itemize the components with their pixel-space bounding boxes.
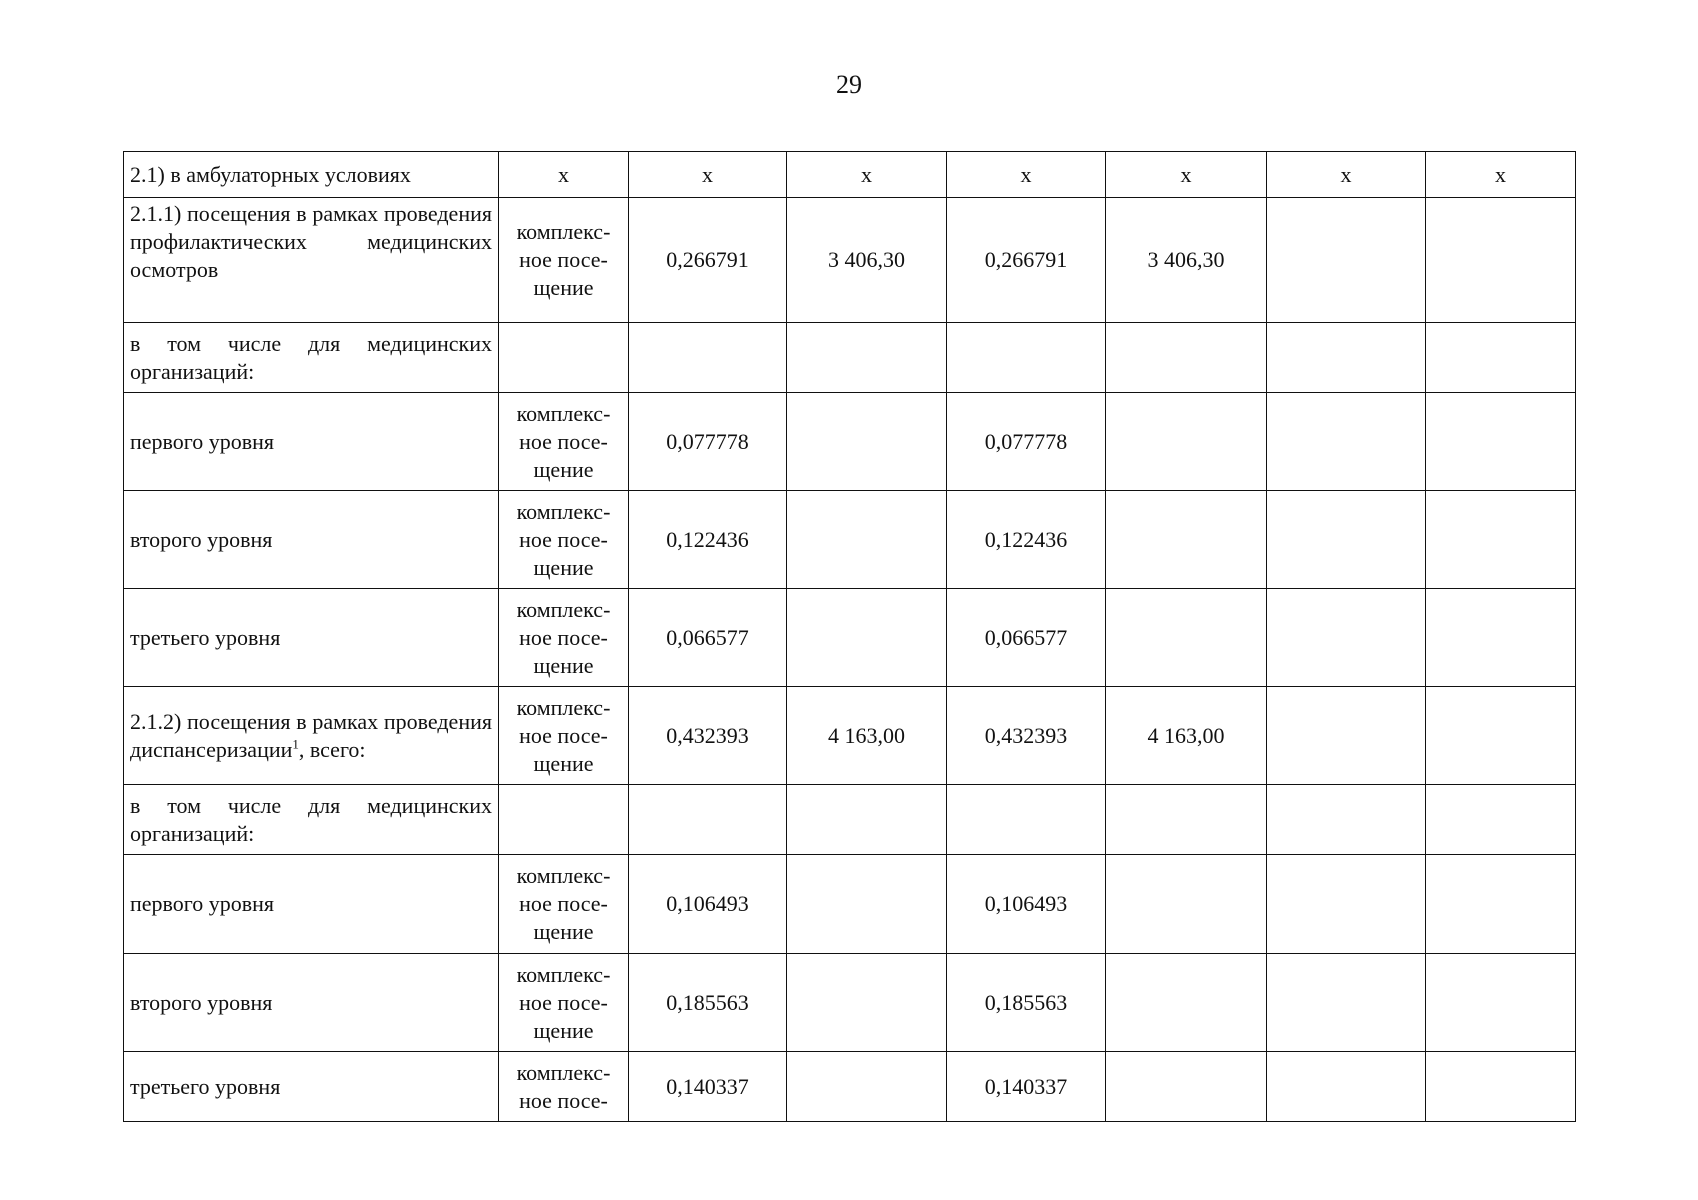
value-cell: 0,140337 <box>947 1052 1106 1122</box>
row-name-cell: 2.1.1) посещения в рамках проведения профилактических медицинских осмотров <box>124 198 499 323</box>
row-name-cell: в том числе для медицинских организаций: <box>124 323 499 393</box>
value-cell: 0,106493 <box>629 855 787 954</box>
table-row <box>124 589 1576 687</box>
value-cell <box>787 393 947 491</box>
value-cell <box>1426 491 1576 589</box>
value-cell <box>787 1052 947 1122</box>
value-cell <box>1267 785 1426 855</box>
value-cell <box>1106 855 1267 954</box>
value-cell <box>1426 323 1576 393</box>
data-table <box>123 151 1576 1122</box>
value-cell: 0,185563 <box>947 954 1106 1052</box>
value-cell: 3 406,30 <box>787 198 947 323</box>
table-row <box>124 785 1576 855</box>
value-cell <box>1267 687 1426 785</box>
value-cell <box>1267 491 1426 589</box>
value-cell: 3 406,30 <box>1106 198 1267 323</box>
value-cell <box>787 855 947 954</box>
value-cell <box>1426 855 1576 954</box>
row-name-cell: третьего уровня <box>124 1052 499 1122</box>
table-row <box>124 152 1576 198</box>
value-cell: х <box>1106 152 1267 198</box>
value-cell <box>787 491 947 589</box>
row-name-cell: второго уровня <box>124 491 499 589</box>
row-name-cell: третьего уровня <box>124 589 499 687</box>
value-cell <box>1267 1052 1426 1122</box>
unit-cell: комплекс-ное посе-щение <box>499 393 629 491</box>
value-cell <box>1106 323 1267 393</box>
unit-cell: комплекс-ное посе-щение <box>499 589 629 687</box>
value-cell <box>1267 323 1426 393</box>
value-cell: 0,106493 <box>947 855 1106 954</box>
unit-cell: комплекс-ное посе-щение <box>499 954 629 1052</box>
value-cell <box>1426 1052 1576 1122</box>
value-cell <box>1426 589 1576 687</box>
value-cell <box>1267 589 1426 687</box>
value-cell <box>787 323 947 393</box>
table-row <box>124 323 1576 393</box>
row-name-cell: второго уровня <box>124 954 499 1052</box>
value-cell <box>1106 393 1267 491</box>
value-cell: 0,066577 <box>947 589 1106 687</box>
table-row <box>124 1052 1576 1122</box>
value-cell <box>1106 785 1267 855</box>
row-name-cell: первого уровня <box>124 855 499 954</box>
value-cell: 4 163,00 <box>787 687 947 785</box>
value-cell <box>1426 198 1576 323</box>
value-cell <box>787 785 947 855</box>
value-cell: 0,122436 <box>629 491 787 589</box>
footnote-marker: 1 <box>292 736 299 752</box>
value-cell <box>947 323 1106 393</box>
table-row <box>124 491 1576 589</box>
unit-cell <box>499 323 629 393</box>
value-cell: 0,066577 <box>629 589 787 687</box>
value-cell: х <box>947 152 1106 198</box>
value-cell <box>1426 785 1576 855</box>
value-cell: 0,077778 <box>629 393 787 491</box>
value-cell <box>1267 198 1426 323</box>
value-cell <box>947 785 1106 855</box>
value-cell <box>1106 589 1267 687</box>
value-cell <box>787 589 947 687</box>
unit-cell: комплекс-ное посе-щение <box>499 198 629 323</box>
value-cell: 0,185563 <box>629 954 787 1052</box>
unit-cell: комплекс-ное посе-щение <box>499 687 629 785</box>
page-number: 29 <box>836 70 862 99</box>
unit-cell <box>499 785 629 855</box>
value-cell: 0,432393 <box>629 687 787 785</box>
value-cell: х <box>1426 152 1576 198</box>
row-name-cell: 2.1) в амбулаторных условиях <box>124 152 499 198</box>
value-cell: 0,140337 <box>629 1052 787 1122</box>
value-cell <box>1106 954 1267 1052</box>
value-cell: 0,266791 <box>947 198 1106 323</box>
value-cell <box>629 785 787 855</box>
value-cell <box>1106 491 1267 589</box>
unit-cell: комплекс-ное посе-щение <box>499 855 629 954</box>
table-row <box>124 687 1576 785</box>
value-cell: 0,122436 <box>947 491 1106 589</box>
row-name-tail: , всего: <box>298 736 366 762</box>
value-cell: 4 163,00 <box>1106 687 1267 785</box>
table-row <box>124 393 1576 491</box>
value-cell: х <box>787 152 947 198</box>
table-row <box>124 198 1576 323</box>
value-cell: 0,266791 <box>629 198 787 323</box>
unit-cell: комплекс-ное посе- <box>499 1052 629 1122</box>
row-name-cell <box>124 687 499 785</box>
row-name-cell: в том числе для медицинских организаций: <box>124 785 499 855</box>
value-cell <box>1426 687 1576 785</box>
value-cell <box>1426 954 1576 1052</box>
value-cell <box>1267 954 1426 1052</box>
value-cell <box>1106 1052 1267 1122</box>
row-name-text: 2.1.2) посещения в рамках проведения диспансеризации <box>130 708 492 762</box>
value-cell <box>629 323 787 393</box>
value-cell <box>1267 393 1426 491</box>
value-cell: 0,432393 <box>947 687 1106 785</box>
table-row <box>124 954 1576 1052</box>
value-cell <box>1267 855 1426 954</box>
value-cell <box>1426 393 1576 491</box>
value-cell: х <box>1267 152 1426 198</box>
unit-cell: х <box>499 152 629 198</box>
value-cell: х <box>629 152 787 198</box>
value-cell: 0,077778 <box>947 393 1106 491</box>
table-row <box>124 855 1576 954</box>
row-name-cell: первого уровня <box>124 393 499 491</box>
unit-cell: комплекс-ное посе-щение <box>499 491 629 589</box>
value-cell <box>787 954 947 1052</box>
